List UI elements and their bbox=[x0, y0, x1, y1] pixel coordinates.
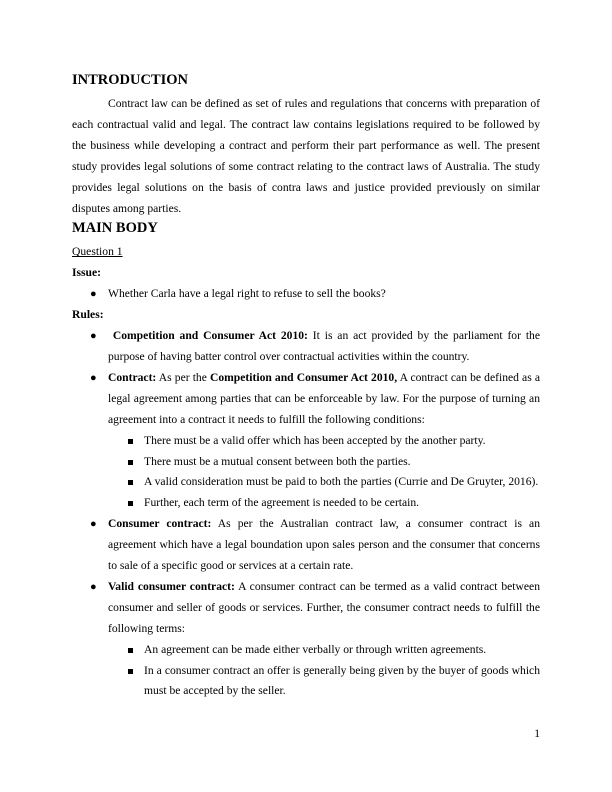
main-body-heading: MAIN BODY bbox=[72, 220, 158, 237]
introduction-heading: INTRODUCTION bbox=[72, 72, 189, 88]
rule-text: A contract can be defined as a legal agreement among parties that can be enforceable by law. For the purpose of turning an agreement into a contract it needs to fulfill the following conditions: bbox=[108, 370, 540, 426]
bullet-icon: ● bbox=[90, 288, 97, 301]
bullet-icon: ● bbox=[90, 371, 97, 384]
rule-text: As per the Australian contract law, a consumer contract is an agreement which have a legal boundation upon sales person and the consumer that concerns to sale of a specific good or services at a certain rate. bbox=[108, 517, 540, 573]
list-item-text: A valid consideration must be paid to both the parties (Currie and De Gruyter, 2016). bbox=[144, 475, 539, 489]
list-item bbox=[108, 640, 540, 661]
square-bullet-icon bbox=[128, 460, 133, 465]
rule-item-consumer-contract bbox=[72, 514, 540, 577]
valid-contract-terms-list bbox=[108, 640, 540, 703]
square-bullet-icon bbox=[128, 501, 133, 506]
rule-text: As per the bbox=[156, 370, 210, 384]
list-item bbox=[108, 493, 540, 514]
list-item-text: There must be a mutual consent between both the parties. bbox=[144, 454, 411, 468]
list-item-text: There must be a valid offer which has been accepted by the another party. bbox=[144, 433, 486, 447]
bullet-icon: ● bbox=[90, 518, 97, 531]
issue-item bbox=[72, 284, 540, 305]
rule-item-contract bbox=[72, 368, 540, 514]
contract-conditions-list bbox=[108, 431, 540, 515]
rule-item-competition-act bbox=[72, 326, 540, 368]
list-item bbox=[108, 661, 540, 703]
rule-term: Contract: bbox=[108, 370, 157, 384]
page-number: 1 bbox=[534, 727, 540, 740]
list-item-text: Further, each term of the agreement is needed to be certain. bbox=[144, 496, 420, 510]
issue-label: Issue: bbox=[72, 266, 101, 280]
rules-list bbox=[72, 326, 540, 702]
list-item bbox=[108, 472, 540, 493]
rule-term-act: Competition and Consumer Act 2010, bbox=[209, 370, 398, 384]
document-page bbox=[72, 71, 540, 702]
rule-item-valid-consumer-contract bbox=[72, 577, 540, 702]
rule-text: A consumer contract can be termed as a valid contract between consumer and seller of goods or services. Further, the consumer contract needs to fulfill the following terms: bbox=[108, 579, 540, 635]
rule-term: Valid consumer contract: bbox=[108, 579, 235, 593]
bullet-icon: ● bbox=[90, 330, 97, 343]
rule-text: It is an act provided by the parliament for the purpose of having batter control over contractual activities within the country. bbox=[108, 329, 540, 363]
square-bullet-icon bbox=[128, 439, 133, 444]
rule-term: Consumer contract: bbox=[108, 517, 212, 531]
list-item bbox=[108, 452, 540, 473]
issue-list bbox=[72, 284, 540, 305]
issue-text: Whether Carla have a legal right to refuse to sell the books? bbox=[108, 287, 386, 301]
question-label: Question 1 bbox=[72, 245, 123, 259]
list-item-text: In a consumer contract an offer is generally being given by the buyer of goods which must be accepted by the seller. bbox=[144, 663, 540, 698]
list-item-text: An agreement can be made either verbally or through written agreements. bbox=[144, 642, 487, 656]
square-bullet-icon bbox=[128, 480, 133, 485]
square-bullet-icon bbox=[128, 648, 133, 653]
bullet-icon: ● bbox=[90, 580, 97, 593]
rule-term: Competition and Consumer Act 2010: bbox=[112, 329, 308, 343]
rules-label: Rules: bbox=[72, 308, 104, 322]
introduction-paragraph: Contract law can be defined as set of rules and regulations that concerns with preparation of each contractual valid and legal. The contract law contains legislations required to be followed by the business while developing a contract and perform their part performance as well. The present study provides legal solutions of some contract relating to the contract laws of Australia. The study provides legal solutions on the basis of contra laws and justice provided previously on similar disputes among parties. bbox=[72, 97, 540, 215]
square-bullet-icon bbox=[128, 669, 133, 674]
list-item bbox=[108, 431, 540, 452]
